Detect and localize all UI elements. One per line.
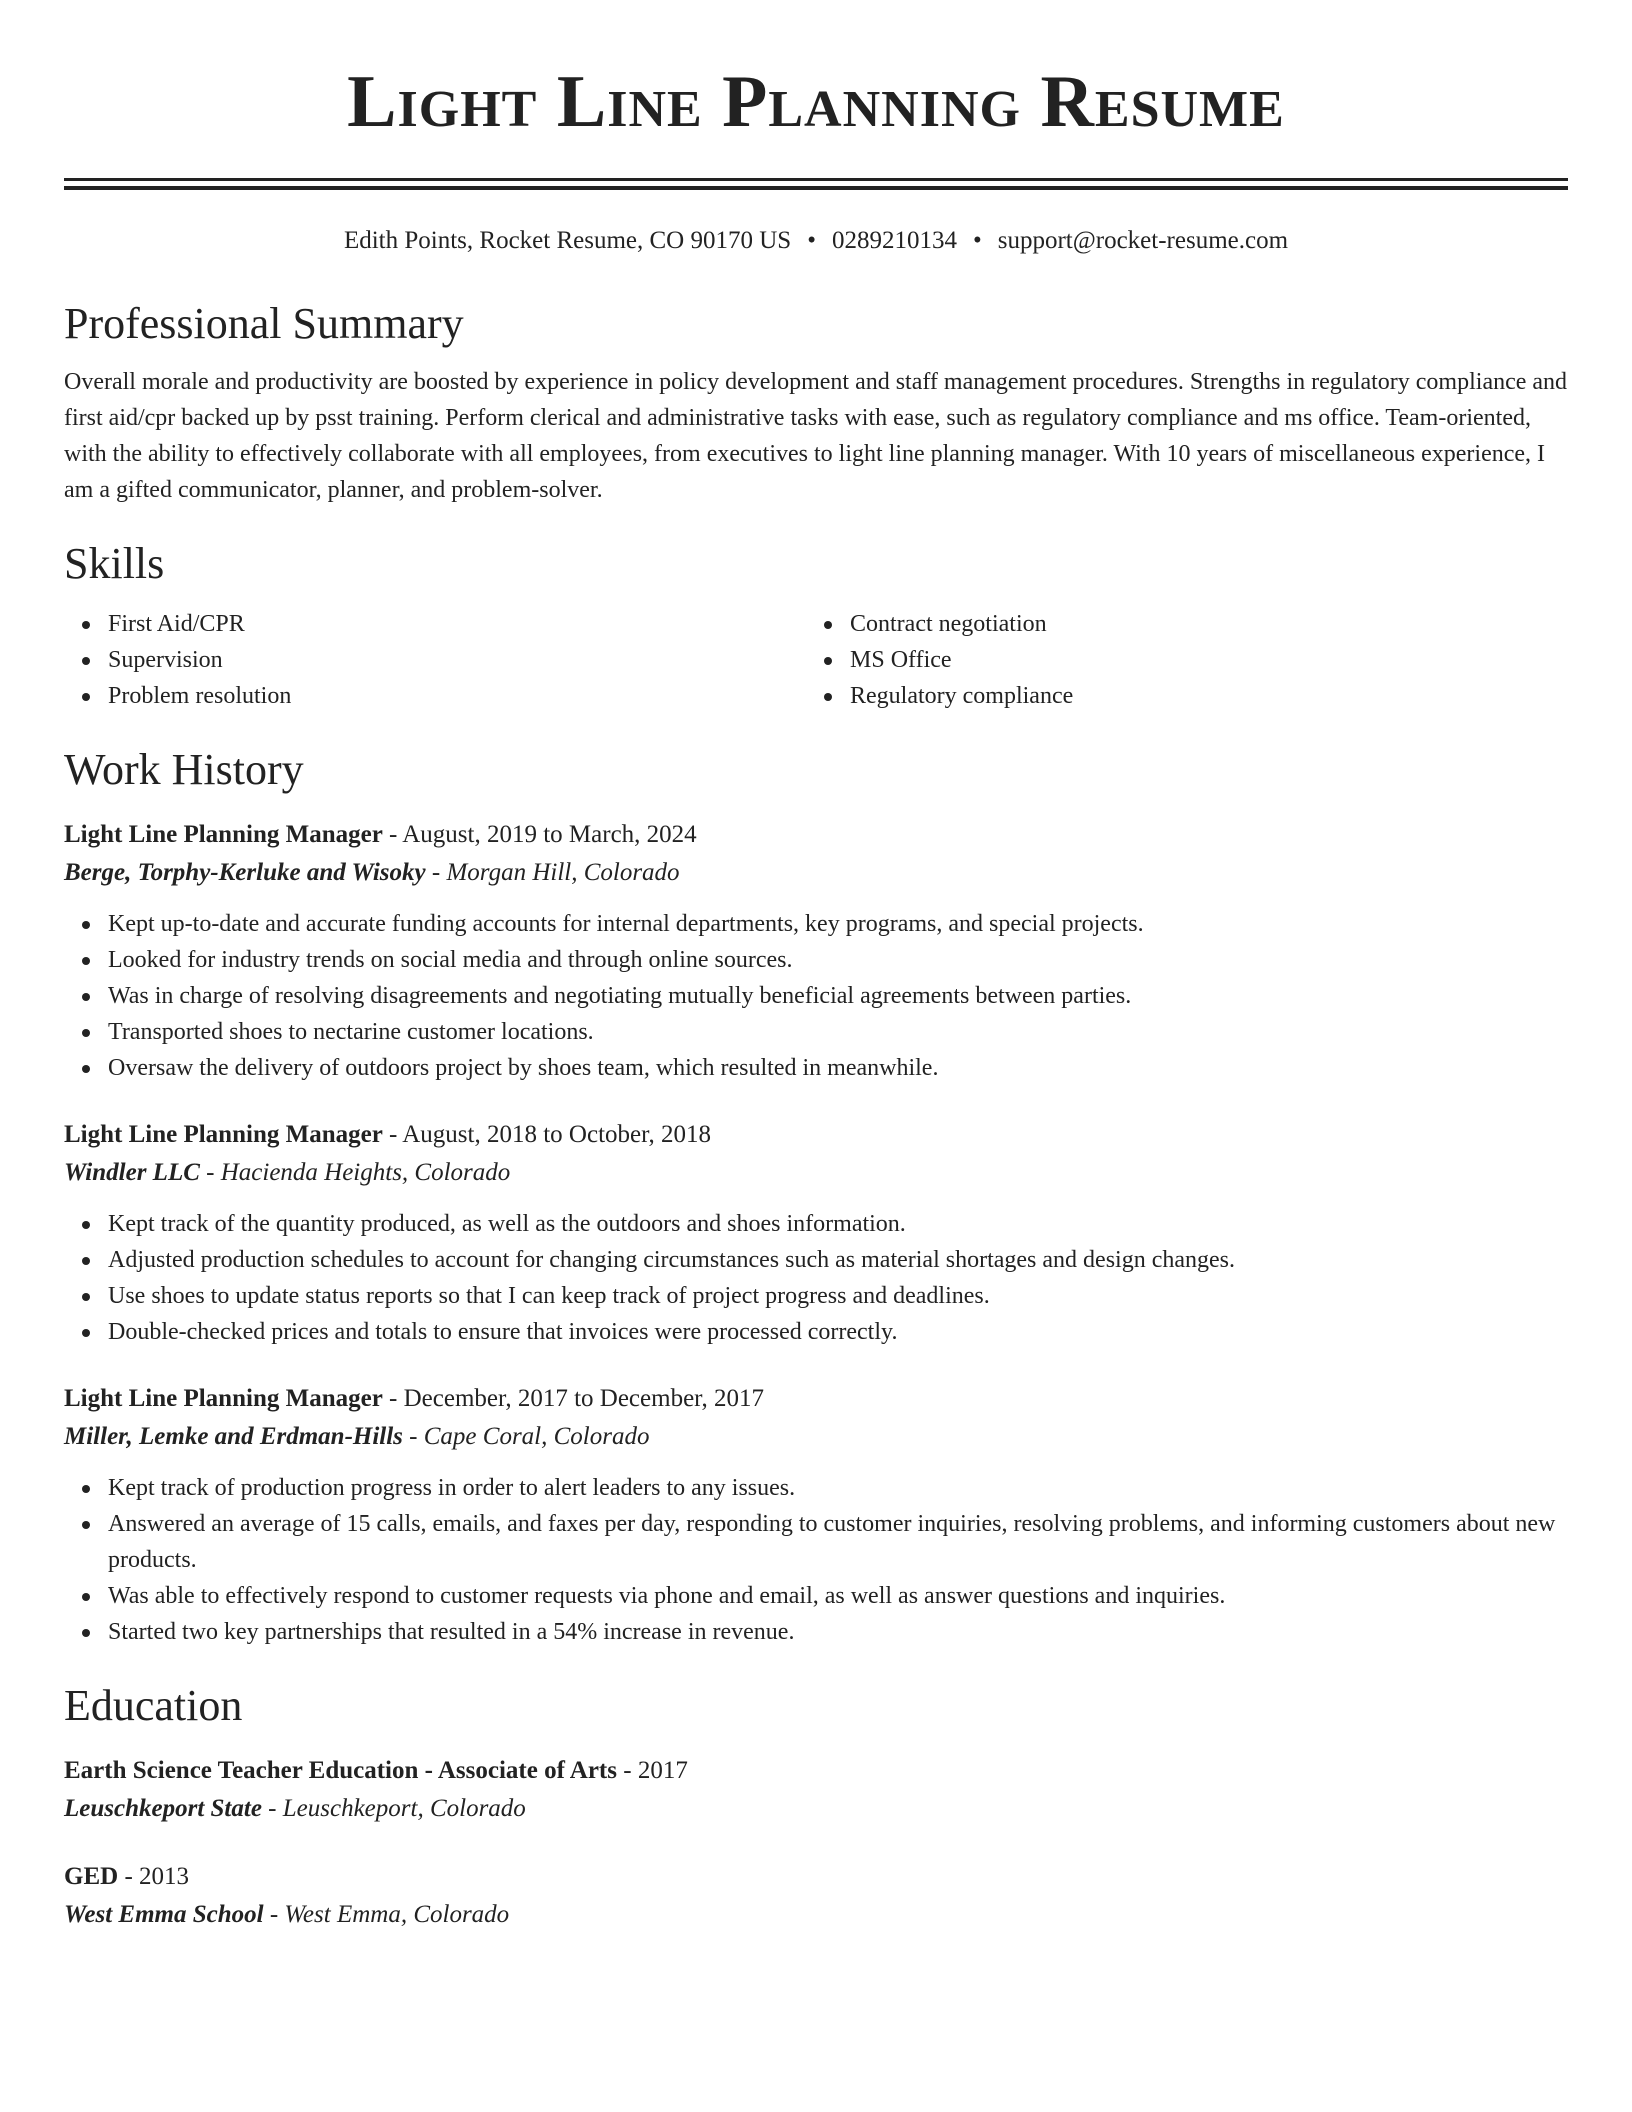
job-title-line: Light Line Planning Manager - December, 2017 to December, 2017 bbox=[64, 1385, 764, 1412]
job-dates: August, 2019 to March, 2024 bbox=[402, 821, 697, 848]
job-entry bbox=[64, 816, 1568, 1086]
employer-line: Berge, Torphy-Kerluke and Wisoky - Morgan Hill, Colorado bbox=[64, 859, 680, 886]
degree-name: GED bbox=[64, 1863, 119, 1890]
employer-location: Cape Coral, Colorado bbox=[423, 1423, 650, 1450]
skill-item: First Aid/CPR bbox=[64, 606, 806, 642]
section-heading-skills: Skills bbox=[64, 539, 165, 588]
school-name: West Emma School bbox=[64, 1901, 264, 1928]
school-line: West Emma School - West Emma, Colorado bbox=[64, 1901, 510, 1928]
contact-address: Edith Points, Rocket Resume, CO 90170 US bbox=[343, 227, 792, 254]
job-bullets bbox=[64, 1206, 1568, 1350]
work-history-section bbox=[64, 742, 1568, 1650]
job-title: Light Line Planning Manager bbox=[64, 1121, 383, 1148]
section-heading-education: Education bbox=[64, 1681, 243, 1730]
contact-separator: • bbox=[807, 227, 816, 254]
skills-column-right bbox=[806, 606, 1548, 714]
skill-item: MS Office bbox=[806, 642, 1548, 678]
school-line: Leuschkeport State - Leuschkeport, Colorado bbox=[64, 1795, 526, 1822]
summary-text: Overall morale and productivity are boosted by experience in policy development and staff management procedures. Strengths in regulatory compliance and first aid/cpr backed up by psst training. Perform clerical and administrative tasks with ease, such as regulatory compliance and ms office. Team-oriented, with the ability to effectively collaborate with all employees, from executives to light line planning manager. With 10 years of miscellaneous experience, I am a gifted communicator, planner, and problem-solver. bbox=[64, 369, 1568, 503]
skills-columns bbox=[64, 606, 1568, 714]
job-title-line: Light Line Planning Manager - August, 2018 to October, 2018 bbox=[64, 1121, 711, 1148]
contact-line bbox=[64, 224, 1568, 258]
employer-name: Berge, Torphy-Kerluke and Wisoky bbox=[64, 859, 426, 886]
job-title: Light Line Planning Manager bbox=[64, 1385, 383, 1412]
school-name: Leuschkeport State bbox=[64, 1795, 262, 1822]
skill-item: Supervision bbox=[64, 642, 806, 678]
job-bullet: Was in charge of resolving disagreements and negotiating mutually beneficial agreements between parties. bbox=[64, 978, 1568, 1014]
degree-name: Earth Science Teacher Education - Associate of Arts bbox=[64, 1757, 617, 1784]
job-bullets bbox=[64, 1470, 1568, 1650]
resume-title: Light Line Planning Resume bbox=[347, 61, 1285, 143]
title-double-rule bbox=[64, 178, 1568, 190]
skill-item: Contract negotiation bbox=[806, 606, 1548, 642]
contact-phone: 0289210134 bbox=[831, 227, 957, 254]
employer-location: Hacienda Heights, Colorado bbox=[220, 1159, 511, 1186]
job-entry bbox=[64, 1116, 1568, 1350]
contact-separator: • bbox=[972, 227, 982, 254]
degree-line: Earth Science Teacher Education - Associate of Arts - 2017 bbox=[64, 1757, 688, 1784]
employer-name: Windler LLC bbox=[64, 1159, 200, 1186]
job-bullet: Was able to effectively respond to customer requests via phone and email, as well as answer questions and inquiries. bbox=[64, 1578, 1568, 1614]
section-heading-work: Work History bbox=[64, 745, 304, 794]
school-location: West Emma, Colorado bbox=[284, 1901, 510, 1928]
job-bullet: Kept track of the quantity produced, as well as the outdoors and shoes information. bbox=[64, 1206, 1568, 1242]
employer-line: Windler LLC - Hacienda Heights, Colorado bbox=[64, 1159, 511, 1186]
education-section bbox=[64, 1678, 1568, 1934]
degree-line: GED - 2013 bbox=[64, 1863, 190, 1890]
education-entry bbox=[64, 1858, 1568, 1934]
job-bullet: Adjusted production schedules to account for changing circumstances such as material shortages and design changes. bbox=[64, 1242, 1568, 1278]
job-dates: August, 2018 to October, 2018 bbox=[402, 1121, 711, 1148]
employer-location: Morgan Hill, Colorado bbox=[446, 859, 680, 886]
school-location: Leuschkeport, Colorado bbox=[282, 1795, 526, 1822]
skill-item: Regulatory compliance bbox=[806, 678, 1548, 714]
job-bullet: Kept track of production progress in order to alert leaders to any issues. bbox=[64, 1470, 1568, 1506]
job-entry bbox=[64, 1380, 1568, 1650]
employer-line: Miller, Lemke and Erdman-Hills - Cape Coral, Colorado bbox=[64, 1423, 650, 1450]
job-dates: December, 2017 to December, 2017 bbox=[403, 1385, 764, 1412]
job-bullets bbox=[64, 906, 1568, 1086]
skills-section bbox=[64, 536, 1568, 714]
job-bullet: Transported shoes to nectarine customer locations. bbox=[64, 1014, 1568, 1050]
job-title-line: Light Line Planning Manager - August, 2019 to March, 2024 bbox=[64, 821, 697, 848]
degree-year: 2013 bbox=[139, 1863, 190, 1890]
job-title: Light Line Planning Manager bbox=[64, 821, 383, 848]
contact-email: support@rocket-resume.com bbox=[997, 227, 1289, 254]
professional-summary-section bbox=[64, 296, 1568, 508]
job-bullet: Kept up-to-date and accurate funding accounts for internal departments, key programs, and special projects. bbox=[64, 906, 1568, 942]
job-bullet: Looked for industry trends on social media and through online sources. bbox=[64, 942, 1568, 978]
job-bullet: Started two key partnerships that resulted in a 54% increase in revenue. bbox=[64, 1614, 1568, 1650]
job-bullet: Double-checked prices and totals to ensure that invoices were processed correctly. bbox=[64, 1314, 1568, 1350]
section-heading-summary: Professional Summary bbox=[64, 299, 464, 348]
job-bullet: Oversaw the delivery of outdoors project by shoes team, which resulted in meanwhile. bbox=[64, 1050, 1568, 1086]
degree-year: 2017 bbox=[637, 1757, 688, 1784]
job-bullet: Answered an average of 15 calls, emails, and faxes per day, responding to customer inquiries, resolving problems, and informing customers about new products. bbox=[64, 1506, 1568, 1578]
skill-item: Problem resolution bbox=[64, 678, 806, 714]
education-entry bbox=[64, 1752, 1568, 1828]
skills-column-left bbox=[64, 606, 806, 714]
employer-name: Miller, Lemke and Erdman-Hills bbox=[64, 1423, 403, 1450]
job-bullet: Use shoes to update status reports so that I can keep track of project progress and deadlines. bbox=[64, 1278, 1568, 1314]
